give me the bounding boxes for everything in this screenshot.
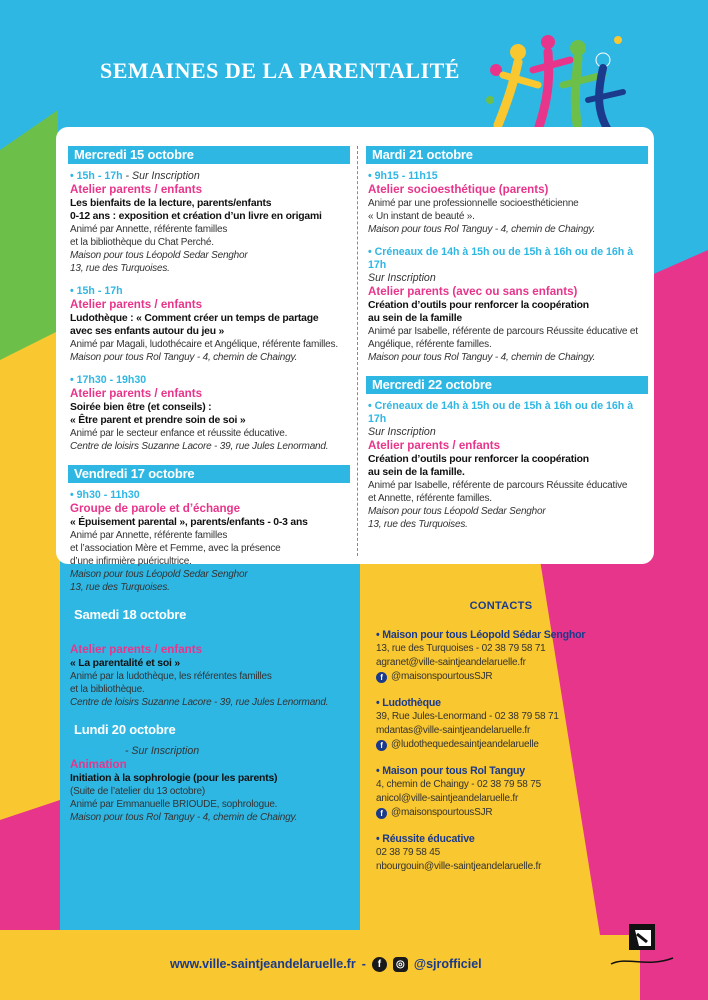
event-time-text: • 15h - 17h: [70, 285, 123, 297]
event-item: [68, 745, 350, 824]
event-detail-line: Animé par Annette, référente familles: [70, 530, 228, 541]
contact-name: • Maison pour tous Léopold Sédar Senghor: [376, 629, 586, 641]
contact-item: [376, 696, 626, 752]
event-detail-line: et l’association Mère et Femme, avec la présence: [70, 543, 281, 554]
event-time-text: • 9h30 - 11h30: [70, 489, 140, 501]
facebook-icon[interactable]: f: [376, 808, 387, 819]
event-detail-line: Animé par Isabelle, référente de parcours Réussite éducative et: [368, 326, 638, 337]
event-detail-line: « Un instant de beauté ».: [368, 211, 475, 222]
event-title-line: Soirée bien être (et conseils) :: [70, 402, 212, 413]
event-location-line: Maison pour tous Rol Tanguy - 4, chemin de Chaingy.: [70, 812, 298, 823]
facebook-handle[interactable]: @ludothequedesaintjeandelaruelle: [391, 739, 539, 750]
event-detail-line: Animé par le secteur enfance et réussite éducative.: [70, 428, 288, 439]
facebook-icon[interactable]: f: [372, 957, 387, 972]
event-detail-line: et Annette, référente familles.: [368, 493, 492, 504]
event-location-line: Maison pour tous Léopold Sedar Senghor: [368, 506, 546, 517]
event-detail-line: Animé par Emmanuelle BRIOUDE, sophrologue.: [70, 799, 278, 810]
event-time-text: • 9h15 - 11h15: [368, 170, 438, 182]
event-location-line: Maison pour tous Rol Tanguy - 4, chemin de Chaingy.: [368, 224, 596, 235]
event-location-line: Maison pour tous Léopold Sedar Senghor: [70, 250, 248, 261]
day-header: Vendredi 17 octobre: [68, 465, 350, 483]
footer-separator: -: [361, 957, 366, 971]
event-location-line: Maison pour tous Léopold Sedar Senghor: [70, 569, 248, 580]
contact-name: • Ludothèque: [376, 697, 441, 709]
event-title-line: 0-12 ans : exposition et création d’un livre en origami: [70, 211, 322, 222]
event-category: Atelier parents / enfants: [70, 387, 203, 400]
event-item: [68, 374, 350, 453]
contacts-section: [376, 600, 626, 886]
event-detail-line: Animé par une professionnelle socioesthéticienne: [368, 198, 579, 209]
event-category: Atelier socioesthétique (parents): [368, 183, 549, 196]
event-item: [366, 246, 648, 364]
event-title-line: « La parentalité et soi »: [70, 658, 180, 669]
event-location-line: Maison pour tous Rol Tanguy - 4, chemin de Chaingy.: [70, 352, 298, 363]
contacts-list: [376, 628, 626, 874]
footer: [170, 954, 482, 974]
day-header: Mercredi 22 octobre: [366, 376, 648, 394]
event-time: [368, 400, 648, 426]
event-category: Atelier parents / enfants: [70, 183, 203, 196]
event-time-text: • 17h30 - 19h30: [70, 374, 147, 386]
day-header: Lundi 20 octobre: [68, 721, 350, 739]
event-title-line: au sein de la famille.: [368, 467, 465, 478]
event-category: Atelier parents / enfants: [70, 643, 203, 656]
facebook-row: [376, 738, 626, 752]
event-detail-line: et la bibliothèque du Chat Perché.: [70, 237, 214, 248]
facebook-icon[interactable]: f: [376, 740, 387, 751]
event-detail-line: Animé par Annette, référente familles: [70, 224, 228, 235]
event-time: [368, 170, 648, 183]
event-time: [70, 285, 350, 298]
registration-note: Sur Inscription: [368, 272, 436, 284]
contact-email[interactable]: agranet@ville-saintjeandelaruelle.fr: [376, 657, 526, 668]
event-item: [366, 170, 648, 236]
day-block: [68, 721, 350, 824]
event-location-line: 13, rue des Turquoises.: [70, 582, 170, 593]
event-time-text: • Créneaux de 14h à 15h ou de 15h à 16h ou de 16h à 17h: [368, 246, 634, 271]
event-title-line: Création d’outils pour renforcer la coopération: [368, 300, 589, 311]
event-location-line: 13, rue des Turquoises.: [368, 519, 468, 530]
facebook-row: [376, 806, 626, 820]
event-time-text: • 10h - 11h: [70, 745, 122, 757]
contact-name: • Maison pour tous Rol Tanguy: [376, 765, 525, 777]
facebook-row: [376, 670, 626, 684]
event-time: [70, 374, 350, 387]
event-location-line: 13, rue des Turquoises.: [70, 263, 170, 274]
registration-note: - Sur Inscription: [124, 745, 200, 757]
event-time: [70, 745, 350, 758]
contact-email[interactable]: nbourgouin@ville-saintjeandelaruelle.fr: [376, 861, 542, 872]
contact-item: [376, 764, 626, 820]
event-category: Atelier parents (avec ou sans enfants): [368, 285, 578, 298]
event-item: [68, 285, 350, 364]
facebook-icon[interactable]: f: [376, 672, 387, 683]
contact-item: [376, 832, 626, 874]
event-item: [68, 630, 350, 709]
contact-address: 02 38 79 58 45: [376, 847, 440, 858]
column-divider: [357, 146, 358, 556]
event-time-text: • 15h - 17h: [70, 170, 123, 182]
city-logo-icon: [607, 920, 677, 970]
right-column: [366, 146, 648, 543]
left-column: [68, 146, 350, 836]
event-title-line: Les bienfaits de la lecture, parents/enfants: [70, 198, 272, 209]
social-handle[interactable]: @sjrofficiel: [413, 957, 482, 971]
event-time-text: • Créneaux de 14h à 15h ou de 15h à 16h ou de 16h à 17h: [368, 400, 634, 425]
event-time: [368, 246, 648, 272]
event-detail-line: Animé par Magali, ludothécaire et Angélique, référente familles.: [70, 339, 338, 350]
event-item: [68, 489, 350, 594]
contact-address: 39, Rue Jules-Lenormand - 02 38 79 58 71: [376, 711, 559, 722]
event-title-line: Création d’outils pour renforcer la coopération: [368, 454, 589, 465]
event-title-line: Ludothèque : « Comment créer un temps de partage: [70, 313, 319, 324]
event-title-line: avec ses enfants autour du jeu »: [70, 326, 225, 337]
contacts-title: CONTACTS: [469, 600, 533, 612]
contact-item: [376, 628, 626, 684]
day-block: [366, 376, 648, 531]
event-detail-line: Angélique, référente familles.: [368, 339, 492, 350]
contact-email[interactable]: anicol@ville-saintjeandelaruelle.fr: [376, 793, 519, 804]
event-title-line: Initiation à la sophrologie (pour les parents): [70, 773, 278, 784]
day-block: [366, 146, 648, 364]
event-detail-line: (Suite de l’atelier du 13 octobre): [70, 786, 205, 797]
event-time: [70, 489, 350, 502]
day-block: [68, 465, 350, 594]
day-header: Mardi 21 octobre: [366, 146, 648, 164]
event-location-line: Maison pour tous Rol Tanguy - 4, chemin de Chaingy.: [368, 352, 596, 363]
registration-note: - Sur Inscription: [125, 170, 200, 182]
event-time: [70, 170, 350, 183]
event-category: Atelier parents / enfants: [368, 439, 501, 452]
dancing-figures-icon: [478, 30, 628, 138]
event-category: Groupe de parole et d’échange: [70, 502, 241, 515]
event-location-line: Centre de loisirs Suzanne Lacore - 39, rue Jules Lenormand.: [70, 697, 329, 708]
contact-name: • Réussite éducative: [376, 833, 475, 845]
event-detail-line: Animé par la ludothèque, les référentes familles: [70, 671, 272, 682]
instagram-icon[interactable]: ◎: [393, 957, 408, 972]
facebook-handle[interactable]: @maisonspourtousSJR: [391, 807, 493, 818]
event-item: [68, 170, 350, 275]
day-block: [68, 146, 350, 453]
website-link[interactable]: www.ville-saintjeandelaruelle.fr: [170, 957, 356, 971]
event-detail-line: d’une infirmière puéricultrice.: [70, 556, 192, 567]
event-category: Animation: [70, 758, 127, 771]
event-detail-line: Animé par Isabelle, référente de parcours Réussite éducative: [368, 480, 628, 491]
event-time-text: • 10h - 12h: [70, 630, 123, 642]
contact-address: 13, rue des Turquoises - 02 38 79 58 71: [376, 643, 546, 654]
event-title-line: au sein de la famille: [368, 313, 462, 324]
registration-note: Sur Inscription: [368, 426, 436, 438]
event-location-line: Centre de loisirs Suzanne Lacore - 39, rue Jules Lenormand.: [70, 441, 329, 452]
event-item: [366, 400, 648, 531]
event-category: Atelier parents / enfants: [70, 298, 203, 311]
page-title: SEMAINES DE LA PARENTALITÉ: [100, 58, 460, 83]
contact-address: 4, chemin de Chaingy - 02 38 79 58 75: [376, 779, 541, 790]
event-time: [70, 630, 350, 643]
event-title-line: « Être parent et prendre soin de soi »: [70, 415, 246, 426]
facebook-handle[interactable]: @maisonspourtousSJR: [391, 671, 493, 682]
event-title-line: « Épuisement parental », parents/enfants - 0-3 ans: [70, 517, 308, 528]
event-detail-line: et la bibliothèque.: [70, 684, 145, 695]
day-header: Samedi 18 octobre: [68, 606, 350, 624]
day-header: Mercredi 15 octobre: [68, 146, 350, 164]
contact-email[interactable]: mdantas@ville-saintjeandelaruelle.fr: [376, 725, 531, 736]
day-block: [68, 606, 350, 709]
